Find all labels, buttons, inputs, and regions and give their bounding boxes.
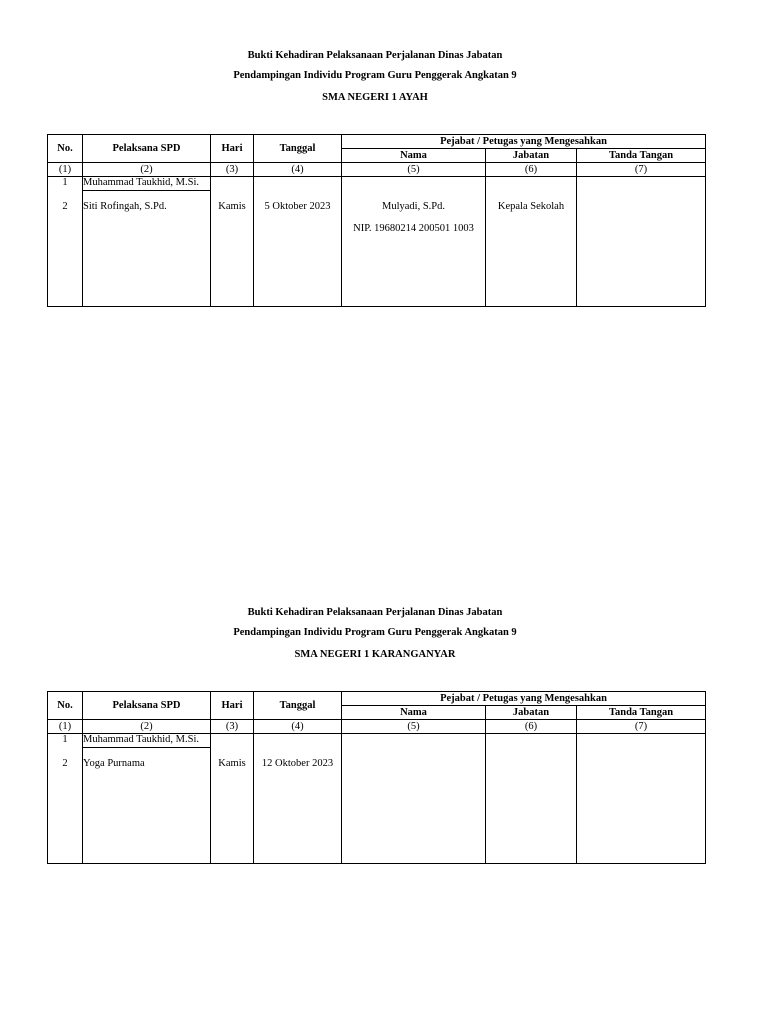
document-title: Bukti Kehadiran Pelaksanaan Perjalanan Dinas Jabatan [247,607,503,618]
header-jabatan: Jabatan [486,706,577,720]
row-divider [83,190,210,191]
header-jabatan: Jabatan [486,149,577,163]
header-pelaksana: Pelaksana SPD [83,692,211,720]
header-nama: Nama [342,149,486,163]
pelaksana-cell [83,734,211,864]
pelaksana-name: Siti Rofingah, S.Pd. [83,201,167,212]
row-number: 2 [62,758,68,769]
header-pejabat: Pejabat / Petugas yang Mengesahkan [342,135,706,149]
jabatan-cell [486,734,577,864]
jabatan-value: Kepala Sekolah [497,201,565,212]
tanggal-value: 12 Oktober 2023 [261,758,334,769]
header-tanda-tangan: Tanda Tangan [577,706,706,720]
header-no: No. [48,135,83,163]
header-hari: Hari [211,135,254,163]
col-number-7: (7) [577,163,706,177]
hari-cell [211,177,254,307]
no-cell [48,734,83,864]
pelaksana-name: Yoga Purnama [83,758,145,769]
no-cell [48,177,83,307]
header-no: No. [48,692,83,720]
row-number: 1 [62,177,68,188]
col-number-5: (5) [342,720,486,734]
document-subtitle: Pendampingan Individu Program Guru Penggerak Angkatan 9 [233,70,517,81]
header-tanggal: Tanggal [254,135,342,163]
col-number-4: (4) [254,720,342,734]
tanggal-cell [254,734,342,864]
row-divider [83,747,210,748]
row-number: 1 [62,734,68,745]
header-tanda-tangan: Tanda Tangan [577,149,706,163]
col-number-2: (2) [83,720,211,734]
row-number: 2 [62,201,68,212]
col-number-6: (6) [486,720,577,734]
col-number-5: (5) [342,163,486,177]
col-number-1: (1) [48,163,83,177]
school-name: SMA NEGERI 1 KARANGANYAR [294,649,456,660]
tanggal-value: 5 Oktober 2023 [264,201,331,212]
pelaksana-name: Muhammad Taukhid, M.Si. [83,177,200,188]
nama-cell [342,734,486,864]
tanggal-cell [254,177,342,307]
header-pejabat: Pejabat / Petugas yang Mengesahkan [342,692,706,706]
col-number-3: (3) [211,720,254,734]
header-tanggal: Tanggal [254,692,342,720]
nama-value: Mulyadi, S.Pd. [381,201,445,212]
document-subtitle: Pendampingan Individu Program Guru Penggerak Angkatan 9 [233,627,517,638]
attendance-table [47,134,706,307]
nama-cell [342,177,486,307]
header-nama: Nama [342,706,486,720]
col-number-2: (2) [83,163,211,177]
hari-cell [211,734,254,864]
school-name: SMA NEGERI 1 AYAH [322,92,428,103]
jabatan-cell [486,177,577,307]
col-number-7: (7) [577,720,706,734]
document-title: Bukti Kehadiran Pelaksanaan Perjalanan Dinas Jabatan [247,50,503,61]
hari-value: Kamis [218,758,246,769]
signature-cell [577,177,706,307]
nip-value: NIP. 19680214 200501 1003 [353,223,474,234]
col-number-4: (4) [254,163,342,177]
col-number-1: (1) [48,720,83,734]
col-number-6: (6) [486,163,577,177]
signature-cell [577,734,706,864]
col-number-3: (3) [211,163,254,177]
header-hari: Hari [211,692,254,720]
pelaksana-cell [83,177,211,307]
hari-value: Kamis [218,201,246,212]
header-pelaksana: Pelaksana SPD [83,135,211,163]
attendance-table [47,691,706,864]
pelaksana-name: Muhammad Taukhid, M.Si. [83,734,200,745]
